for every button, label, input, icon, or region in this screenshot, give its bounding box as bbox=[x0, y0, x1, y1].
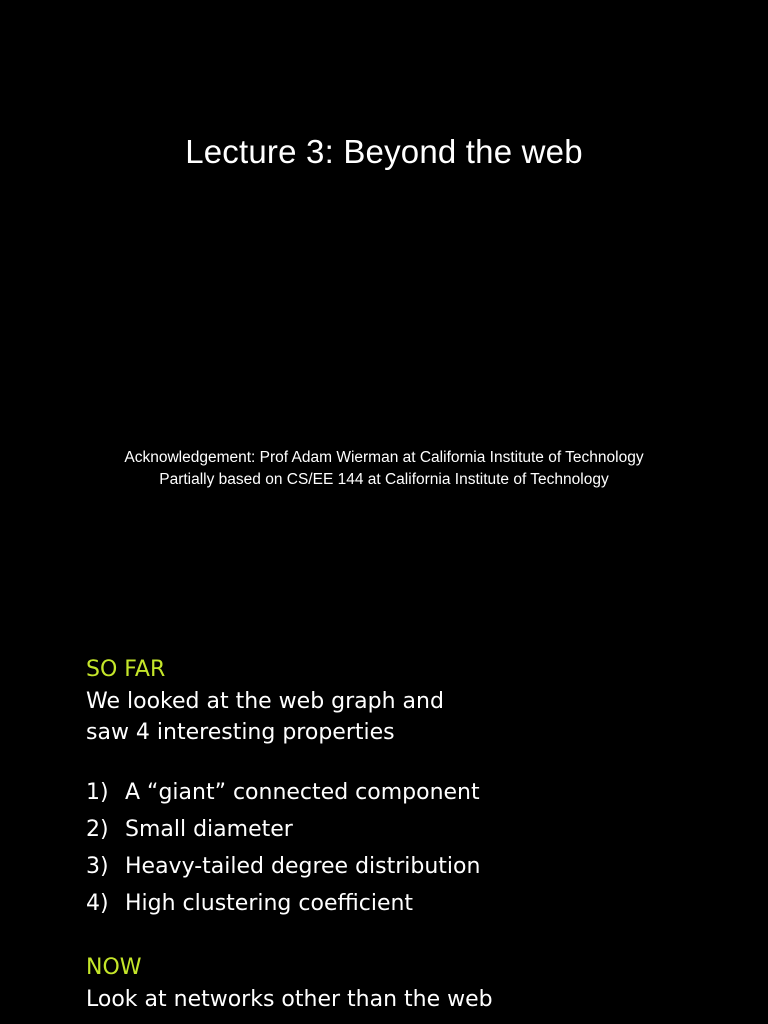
so-far-heading: SO FAR bbox=[86, 657, 166, 682]
properties-list bbox=[86, 774, 480, 922]
list-item-text: A “giant” connected component bbox=[125, 780, 480, 805]
list-item bbox=[86, 774, 480, 811]
now-text: Look at networks other than the web bbox=[86, 987, 493, 1012]
acknowledgement-line: Partially based on CS/EE 144 at California Institute of Technology bbox=[159, 471, 609, 488]
list-item-number: 3) bbox=[86, 854, 109, 879]
list-item-text: Small diameter bbox=[125, 817, 293, 842]
list-item-text: High clustering coefficient bbox=[125, 891, 414, 916]
acknowledgement bbox=[0, 447, 768, 491]
intro-line: saw 4 interesting properties bbox=[86, 720, 395, 745]
now-heading: NOW bbox=[86, 955, 142, 980]
lecture-title: Lecture 3: Beyond the web bbox=[185, 133, 583, 170]
acknowledgement-line: Acknowledgement: Prof Adam Wierman at California Institute of Technology bbox=[124, 449, 644, 466]
list-item bbox=[86, 848, 480, 885]
list-item bbox=[86, 885, 480, 922]
list-item-text: Heavy-tailed degree distribution bbox=[125, 854, 481, 879]
intro-line: We looked at the web graph and bbox=[86, 689, 444, 714]
list-item bbox=[86, 811, 480, 848]
intro-text bbox=[86, 686, 444, 748]
list-item-number: 2) bbox=[86, 817, 109, 842]
list-item-number: 4) bbox=[86, 891, 109, 916]
list-item-number: 1) bbox=[86, 780, 109, 805]
